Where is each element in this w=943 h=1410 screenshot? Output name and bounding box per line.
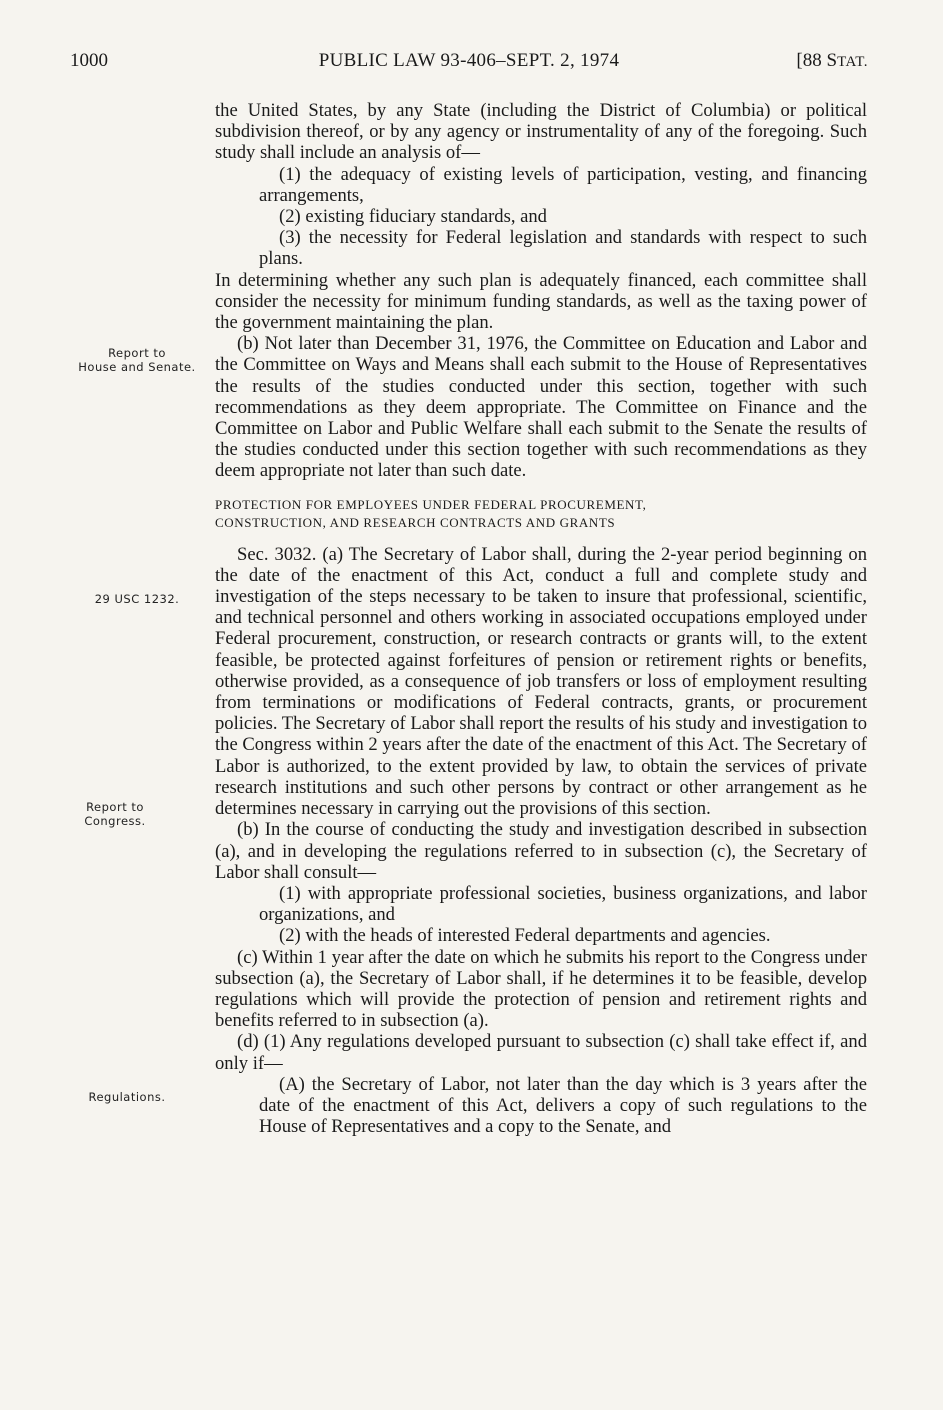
paragraph-intro: the United States, by any State (including the District of Columbia) or political subdivision thereof, or by any agency or instrumentality of any of the foregoing. Such study shall include an analysis of— xyxy=(215,100,867,164)
paragraph-subsection-d: (d) (1) Any regulations developed pursuant to subsection (c) shall take effect if, and only if— xyxy=(215,1031,867,1074)
margin-note-line: House and Senate. xyxy=(78,360,196,374)
list-item: (2) with the heads of interested Federal departments and agencies. xyxy=(279,925,771,947)
paragraph-subsection-c: (c) Within 1 year after the date on which he submits his report to the Congress under subsection (a), the Secretary of Labor shall, if he determines it to be feasible, develop regulations which will provide the protection of pension and retirement rights and benefits referred to in subsection (a). xyxy=(215,946,867,1032)
paragraph-section-3032-a xyxy=(215,544,867,820)
list-item: (A) the Secretary of Labor, not later than the day which is 3 years after the date of the enactment of this Act, delivers a copy of such regulations to the House of Representatives and a copy to the Senate, and xyxy=(259,1073,867,1138)
margin-note-usc-citation: 29 USC 1232. xyxy=(94,592,180,606)
list-item: (2) existing fiduciary standards, and xyxy=(279,206,547,228)
paragraph-determining: In determining whether any such plan is adequately financed, each committee shall consider the necessity for minimum funding standards, as well as the taxing power of the government maintaining the plan. xyxy=(215,269,867,334)
section-heading xyxy=(215,496,867,532)
list-item: (3) the necessity for Federal legislation and standards with respect to such plans. xyxy=(259,227,867,270)
volume-prefix: [88 S xyxy=(796,50,838,71)
body-text xyxy=(215,100,867,1137)
section-label: Sec. 3032. xyxy=(237,543,317,565)
volume-reference xyxy=(796,50,868,72)
paragraph-subsection-b: (b) In the course of conducting the study and investigation described in subsection (a), and in developing the regulations referred to in subsection (c), the Secretary of Labor shall consult— xyxy=(215,819,867,883)
margin-note-line: Congress. xyxy=(84,814,146,828)
margin-note-report-house-senate xyxy=(62,346,212,374)
list-item: (1) with appropriate professional societies, business organizations, and labor organizations, and xyxy=(259,882,867,926)
page-number: 1000 xyxy=(70,50,108,71)
margin-note-report-congress xyxy=(40,800,190,828)
section-heading-line: CONSTRUCTION, AND RESEARCH CONTRACTS AND GRANTS xyxy=(215,514,616,530)
page-header xyxy=(70,50,868,80)
paragraph-subsection-b-report: (b) Not later than December 31, 1976, the Committee on Education and Labor and the Committee on Ways and Means shall each submit to the House of Representatives the results of the studies conducted under this section, together with such recommendations as they deem appropriate. The Committee on Finance and the Committee on Labor and Public Welfare shall each submit to the Senate the results of the studies conducted under this section together with such recommendations as they deem appropriate not later than such date. xyxy=(215,333,867,482)
running-title: PUBLIC LAW 93-406–SEPT. 2, 1974 xyxy=(318,50,620,71)
subsection-a-text: (a) The Secretary of Labor shall, during the 2-year period beginning on the date of the enactment of this Act, conduct a full and complete study and investigation of the steps necessary to be taken to insure that professional, scientific, and technical personnel and others working in associated occupations employed under Federal procurement, construction, or research contracts or grants will, to the extent feasible, be protected against forfeitures of pension or retirement rights or benefits, otherwise provided, as a consequence of job transfers or loss of employment resulting from terminations or modifications of Federal contracts, grants, or procurement policies. The Secretary of Labor shall report the results of his study and investigation to the Congress within 2 years after the date of the enactment of this Act. The Secretary of Labor is authorized, to the extent provided by law, to obtain the services of private research institutions and such other persons by contract or other arrangement as he determines necessary in carrying out the provisions of this section. xyxy=(215,543,867,820)
margin-note-line: Report to xyxy=(108,346,166,360)
margin-note-regulations: Regulations. xyxy=(88,1090,166,1104)
volume-smallcaps: TAT. xyxy=(837,54,868,70)
margin-note-line: Report to xyxy=(86,800,144,814)
section-heading-line: PROTECTION FOR EMPLOYEES UNDER FEDERAL PROCUREMENT, xyxy=(215,496,647,512)
list-item: (1) the adequacy of existing levels of participation, vesting, and financing arrangements, xyxy=(259,163,867,206)
